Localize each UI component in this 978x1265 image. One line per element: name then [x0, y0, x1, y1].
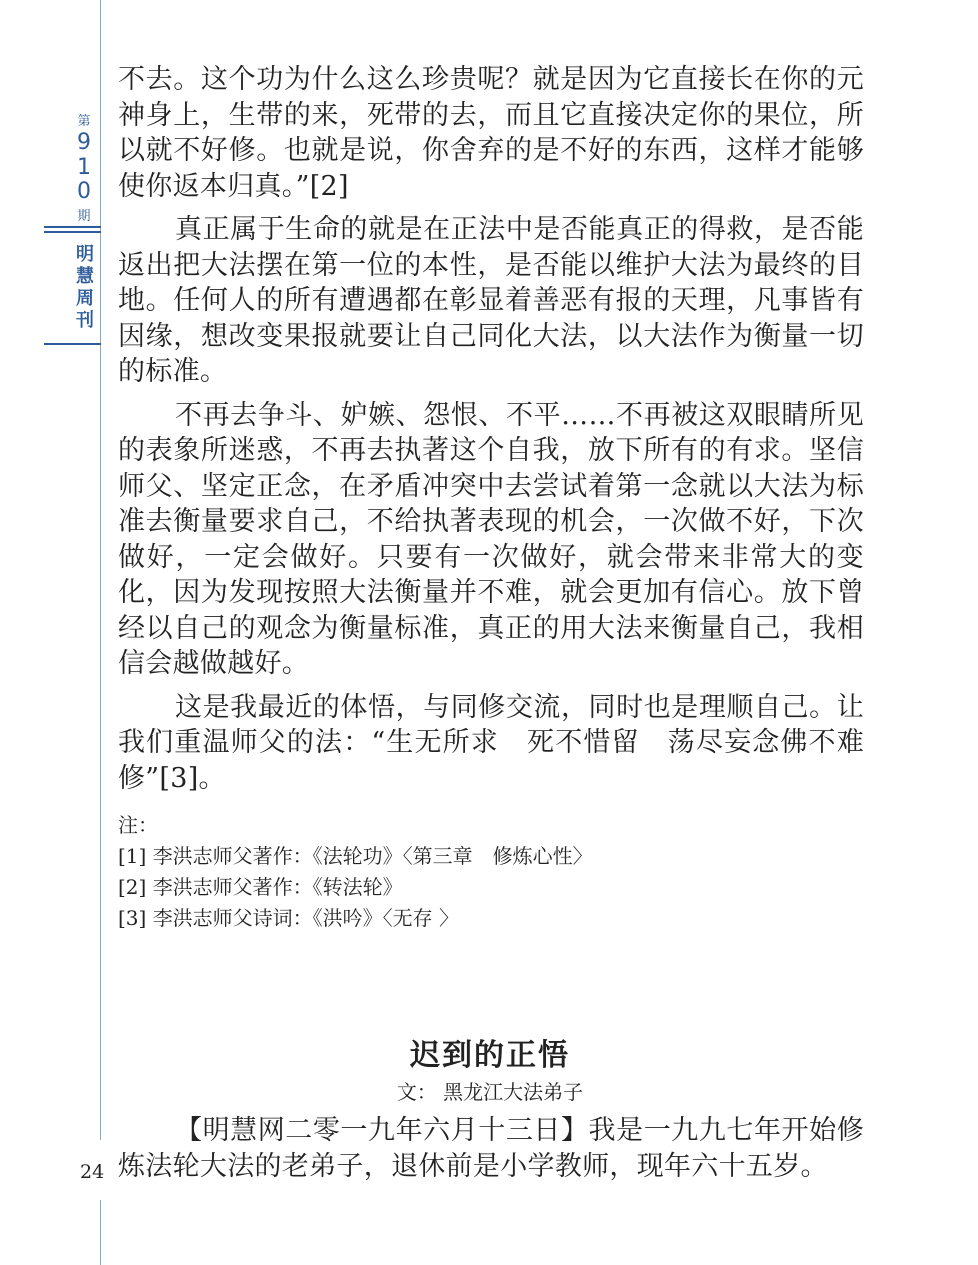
article-body — [118, 62, 864, 934]
footnote-item: [1] 李洪志师父著作：《法轮功》〈第三章 修炼心性〉 — [118, 844, 593, 868]
article-byline: 文： 黑龙江大法弟子 — [396, 1080, 584, 1104]
sidebar-rule — [44, 343, 101, 345]
article-opening — [118, 1113, 864, 1192]
issue-digit: 1 — [77, 155, 91, 180]
paragraph: 这是我最近的体悟，与同修交流，同时也是理顺自己。让我们重温师父的法：“生无所求 死不惜留 荡尽妄念佛不难修”[3]。 — [118, 691, 864, 794]
sidebar-divider-line-lower — [100, 1200, 101, 1265]
issue-prefix: 第 — [77, 114, 91, 129]
publication-char: 周 — [76, 288, 94, 309]
footnotes-label: 注： — [118, 813, 158, 837]
paragraph: 不去。这个功为什么这么珍贵呢？就是因为它直接长在你的元神身上，生带的来，死带的去，而且它直接决定你的果位，所以就不好修。也就是说，你舍弃的是不好的东西，这样才能够使你返本归真。”[2] — [118, 64, 864, 202]
sidebar-divider-line — [100, 0, 101, 1140]
paragraph: 真正属于生命的就是在正法中是否能真正的得救，是否能返出把大法摆在第一位的本性，是否能以维护大法为最终的目地。任何人的所有遭遇都在彰显着善恶有报的天理，凡事皆有因缘，想改变果报就要让自己同化大法，以大法作为衡量一切的标准。 — [118, 214, 864, 387]
publication-char: 慧 — [76, 266, 94, 287]
footnote-item: [3] 李洪志师父诗词：《洪吟》〈无存 〉 — [118, 906, 460, 930]
paragraph: 【明慧网二零一九年六月十三日】我是一九九七年开始修炼法轮大法的老弟子，退休前是小学教师，现年六十五岁。 — [118, 1115, 864, 1182]
publication-char: 明 — [76, 244, 94, 265]
issue-digit: 0 — [77, 179, 91, 204]
page-number: 24 — [80, 1161, 105, 1183]
sidebar-rule — [44, 226, 101, 228]
issue-digit: 9 — [77, 130, 91, 155]
issue-suffix: 期 — [77, 209, 91, 224]
sidebar — [0, 0, 101, 1265]
publication-char: 刊 — [76, 310, 94, 331]
publication-name — [73, 244, 97, 332]
article-title: 迟到的正悟 — [410, 1038, 570, 1073]
paragraph: 不再去争斗、妒嫉、怨恨、不平……不再被这双眼睛所见的表象所迷惑，不再去执著这个自我，放下所有的有求。坚信师父、坚定正念，在矛盾冲突中去尝试着第一念就以大法为标准去衡量要求自己，不给执著表现的机会，一次做不好，下次做好，一定会做好。只要有一次做好，就会带来非常大的变化，因为发现按照大法衡量并不难，就会更加有信心。放下曾经以自己的观念为衡量标准，真正的用大法来衡量自己，我相信会越做越好。 — [118, 399, 864, 679]
footnotes — [118, 810, 864, 934]
footnote-item: [2] 李洪志师父著作：《转法轮》 — [118, 875, 403, 899]
sidebar-rule — [44, 231, 101, 233]
